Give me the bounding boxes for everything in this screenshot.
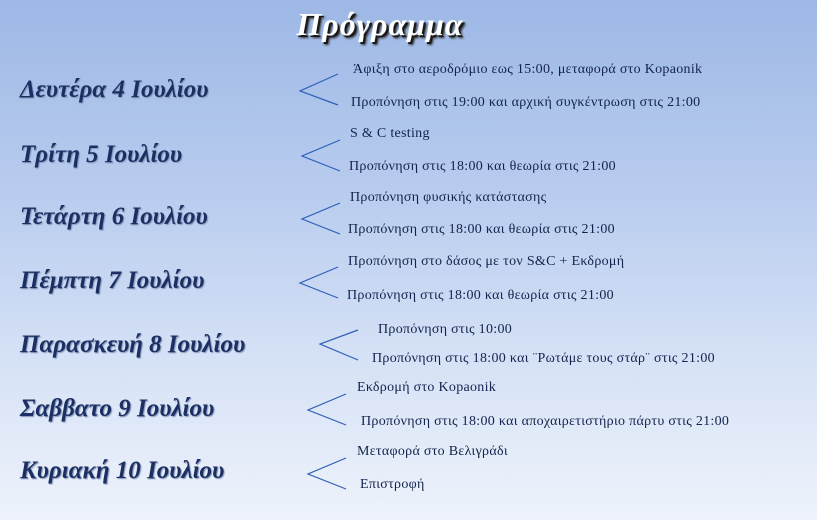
sunday-item-1: Μεταφορά στο Βελιγράδι — [357, 444, 508, 459]
day-friday: Παρασκευή 8 Ιουλίου — [20, 331, 246, 358]
thursday-item-2: Προπόνηση στις 18:00 και θεωρία στις 21:00 — [347, 288, 614, 303]
day-sunday: Κυριακή 10 Ιουλίου — [20, 457, 225, 484]
wednesday-item-1: Προπόνηση φυσικής κατάστασης — [350, 190, 547, 205]
tuesday-item-1: S & C testing — [350, 126, 430, 141]
thursday-item-1: Προπόνηση στο δάσος με τον S&C + Εκδρομή — [348, 254, 625, 269]
saturday-item-1: Εκδρομή στο Kopaonik — [357, 380, 497, 395]
day-tuesday: Τρίτη 5 Ιουλίου — [20, 141, 183, 168]
monday-item-1: Άφιξη στο αεροδρόμιο εως 15:00, μεταφορά στο Kopaonik — [353, 62, 703, 77]
day-monday: Δευτέρα 4 Ιουλίου — [20, 76, 209, 103]
sunday-item-2: Επιστροφή — [360, 477, 425, 492]
arrow-icon — [300, 201, 342, 235]
day-thursday: Πέμπτη 7 Ιουλίου — [20, 267, 205, 294]
day-wednesday: Τετάρτη 6 Ιουλίου — [20, 203, 208, 230]
arrow-icon — [298, 265, 340, 299]
tuesday-item-2: Προπόνηση στις 18:00 και θεωρία στις 21:00 — [349, 159, 616, 174]
arrow-icon — [298, 72, 340, 106]
monday-item-2: Προπόνηση στις 19:00 και αρχική συγκέντρωση στις 21:00 — [351, 95, 701, 110]
arrow-icon — [306, 392, 348, 426]
arrow-icon — [300, 138, 342, 172]
saturday-item-2: Προπόνηση στις 18:00 και αποχαιρετιστήριο πάρτυ στις 21:00 — [361, 414, 730, 429]
friday-item-2: Προπόνηση στις 18:00 και ¨Ρωτάμε τους στάρ¨ στις 21:00 — [372, 351, 715, 366]
wednesday-item-2: Προπόνηση στις 18:00 και θεωρία στις 21:00 — [348, 222, 615, 237]
friday-item-1: Προπόνηση στις 10:00 — [378, 322, 513, 337]
arrow-icon — [306, 456, 348, 490]
page-title: Πρόγραμμα — [296, 6, 464, 42]
day-saturday: Σαββατο 9 Ιουλίου — [20, 395, 215, 422]
arrow-icon — [318, 328, 360, 362]
